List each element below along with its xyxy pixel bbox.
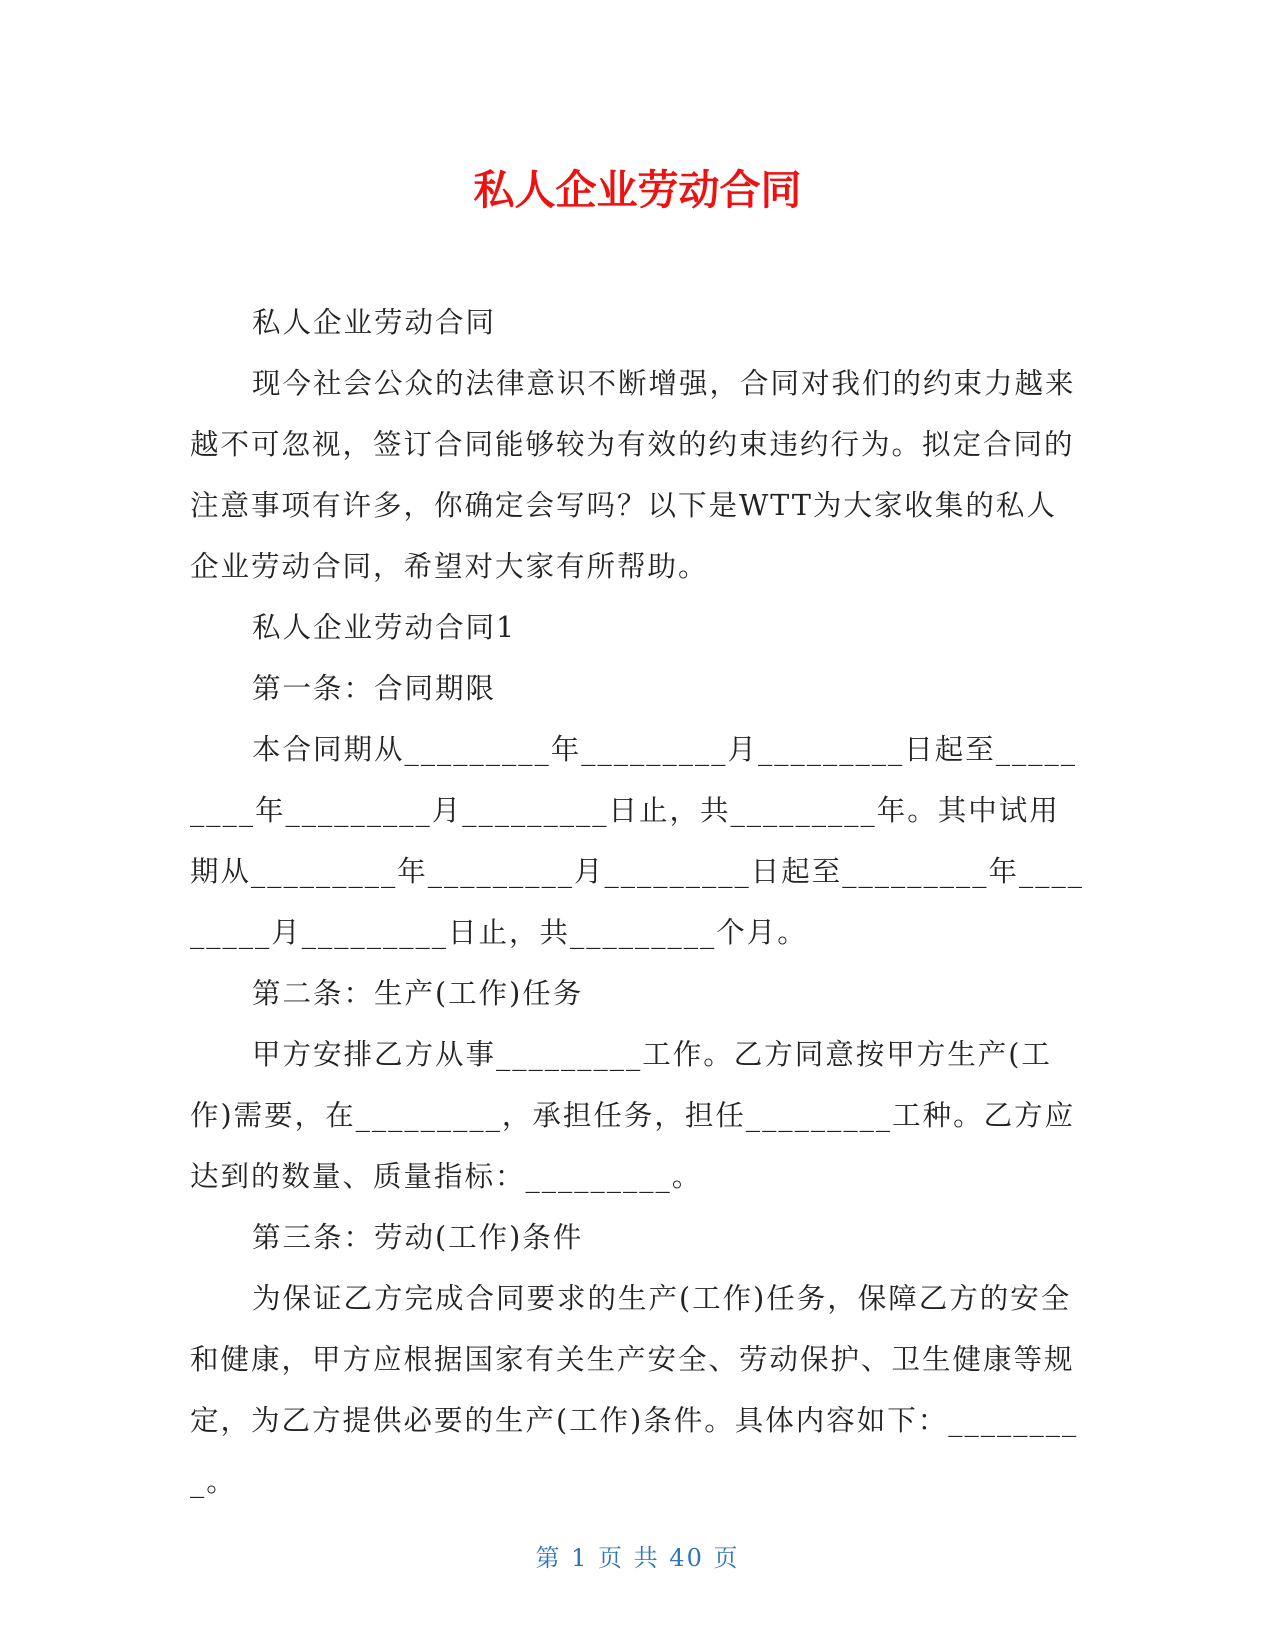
article-2-heading: 第二条：生产(工作)任务 bbox=[252, 977, 584, 1010]
article-3-heading: 第三条：劳动(工作)条件 bbox=[252, 1221, 584, 1254]
paragraph-heading: 私人企业劳动合同 bbox=[252, 306, 497, 339]
document-body bbox=[190, 292, 1085, 1512]
article-1-heading: 第一条：合同期限 bbox=[252, 672, 497, 705]
paragraph-intro: 现今社会公众的法律意识不断增强，合同对我们的约束力越来越不可忽视，签订合同能够较为有效的约束违约行为。拟定合同的注意事项有许多，你确定会写吗？以下是WTT为大家收集的私人企业劳动合同，希望对大家有所帮助。 bbox=[190, 367, 1076, 583]
page-footer: 第 1 页 共 40 页 bbox=[535, 1544, 740, 1572]
article-1-body: 本合同期从_________年_________月_________日起至_________年_________月_________日止，共_________年。其中试用期从_________年_________月_________日起至_________年_________月_________日止，共_________个月。 bbox=[190, 733, 1085, 949]
paragraph-contract-title: 私人企业劳动合同1 bbox=[252, 611, 517, 644]
article-3-body: 为保证乙方完成合同要求的生产(工作)任务，保障乙方的安全和健康，甲方应根据国家有关生产安全、劳动保护、卫生健康等规定，为乙方提供必要的生产(工作)条件。具体内容如下：_________。 bbox=[190, 1282, 1079, 1498]
document-title: 私人企业劳动合同 bbox=[473, 166, 802, 214]
article-2-body: 甲方安排乙方从事_________工作。乙方同意按甲方生产(工作)需要，在_________，承担任务，担任_________工种。乙方应达到的数量、质量指标：_________。 bbox=[190, 1038, 1076, 1193]
